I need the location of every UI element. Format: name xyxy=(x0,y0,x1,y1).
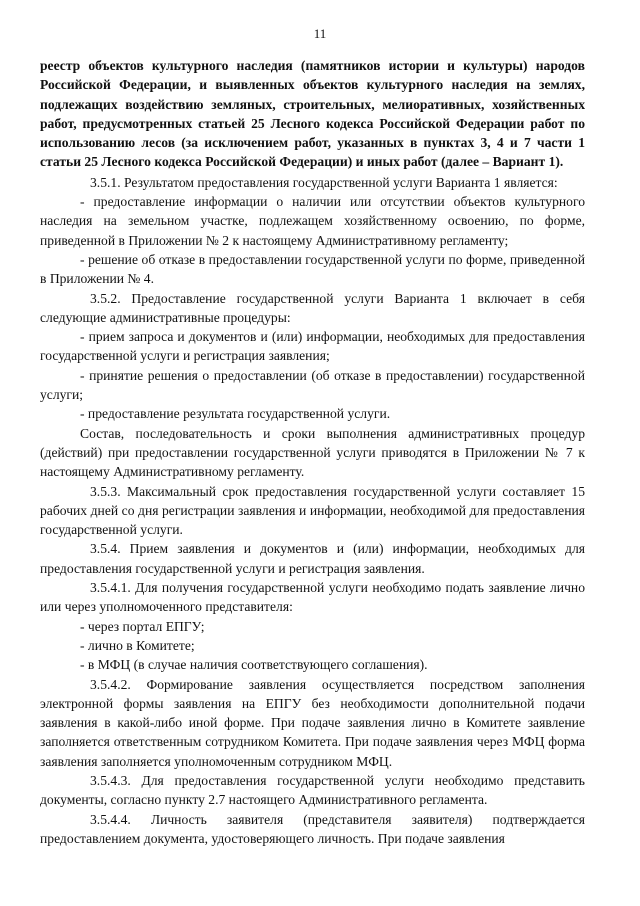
list-item-3-5-1-a: - предоставление информации о наличии или отсутствии объектов культурного наследия на земельном участке, подлежащем хозяйственному освоению, по форме, приведенной в Приложении № 2 к настоящему Административному регламенту; xyxy=(40,194,585,248)
list-item-3-5-4-1-c: - в МФЦ (в случае наличия соответствующего соглашения). xyxy=(80,657,428,673)
paragraph-3-5-2: 3.5.2. Предоставление государственной услуги Варианта 1 включает в себя следующие административные процедуры: xyxy=(40,290,585,325)
list-item-3-5-4-1-b: - лично в Комитете; xyxy=(80,637,195,653)
list-item-3-5-2-c: - предоставление результата государственной услуги. xyxy=(80,406,391,422)
paragraph-3-5-4-3: 3.5.4.3. Для предоставления государственной услуги необходимо представить документы, согласно пункту 2.7 настоящего Административного регламента. xyxy=(40,772,585,808)
paragraph-3-5-4-1: 3.5.4.1. Для получения государственной услуги необходимо подать заявление лично или через уполномоченного представителя: xyxy=(40,580,585,615)
list-item-3-5-4-1-a: - через портал ЕПГУ; xyxy=(80,618,205,634)
paragraph-3-5-4: 3.5.4. Прием заявления и документов и (или) информации, необходимых для предоставления государственной услуги и регистрация заявления. xyxy=(40,541,585,576)
paragraph-sostav: Состав, последовательность и сроки выполнения административных процедур (действий) при предоставлении государственной услуги приводятся в Приложении № 7 к настоящему Административному регламенту. xyxy=(40,425,585,480)
paragraph-3-5-4-2: 3.5.4.2. Формирование заявления осуществляется посредством заполнения электронной формы заявления на ЕПГУ без необходимости дополнительной подачи заявления в какой-либо иной форме. При подаче заявления лично в Комитете заявление заполняется ответственным сотрудником Комитета. При подаче заявления через МФЦ форма заявления заполняется уполномоченным сотрудником МФЦ. xyxy=(40,676,585,769)
document-body xyxy=(40,56,585,848)
paragraph-3-5-4-4: 3.5.4.4. Личность заявителя (представителя заявителя) подтверждается предоставлением документа, удостоверяющего личность. При подаче заявления xyxy=(40,811,585,846)
list-item-3-5-2-b: - принятие решения о предоставлении (об отказе в предоставлении) государственной услуги; xyxy=(40,367,585,403)
list-item-3-5-2-a: - прием запроса и документов и (или) информации, необходимых для предоставления государственной услуги и регистрация заявления; xyxy=(40,329,585,364)
page-number: 11 xyxy=(313,26,327,41)
paragraph-3-5-1: 3.5.1. Результатом предоставления государственной услуги Варианта 1 является: xyxy=(90,174,558,190)
paragraph-variant-1-intro: реестр объектов культурного наследия (памятников истории и культуры) народов Российской Федерации, и выявленных объектов культурного наследия на землях, подлежащих воздействию земляных, строительных, мелиоративных, хозяйственных работ, предусмотренных статьей 25 Лесного кодекса Российской Федерации работ по использованию лесов (за исключением работ, указанных в пунктах 3, 4 и 7 части 1 статьи 25 Лесного кодекса Российской Федерации) и иных работ (далее – Вариант 1). xyxy=(40,58,585,170)
paragraph-3-5-3: 3.5.3. Максимальный срок предоставления государственной услуги составляет 15 рабочих дней со дня регистрации заявления и информации, необходимой для предоставления государственной услуги. xyxy=(40,483,585,538)
list-item-3-5-1-b: - решение об отказе в предоставлении государственной услуги по форме, приведенной в Приложении № 4. xyxy=(40,251,585,287)
